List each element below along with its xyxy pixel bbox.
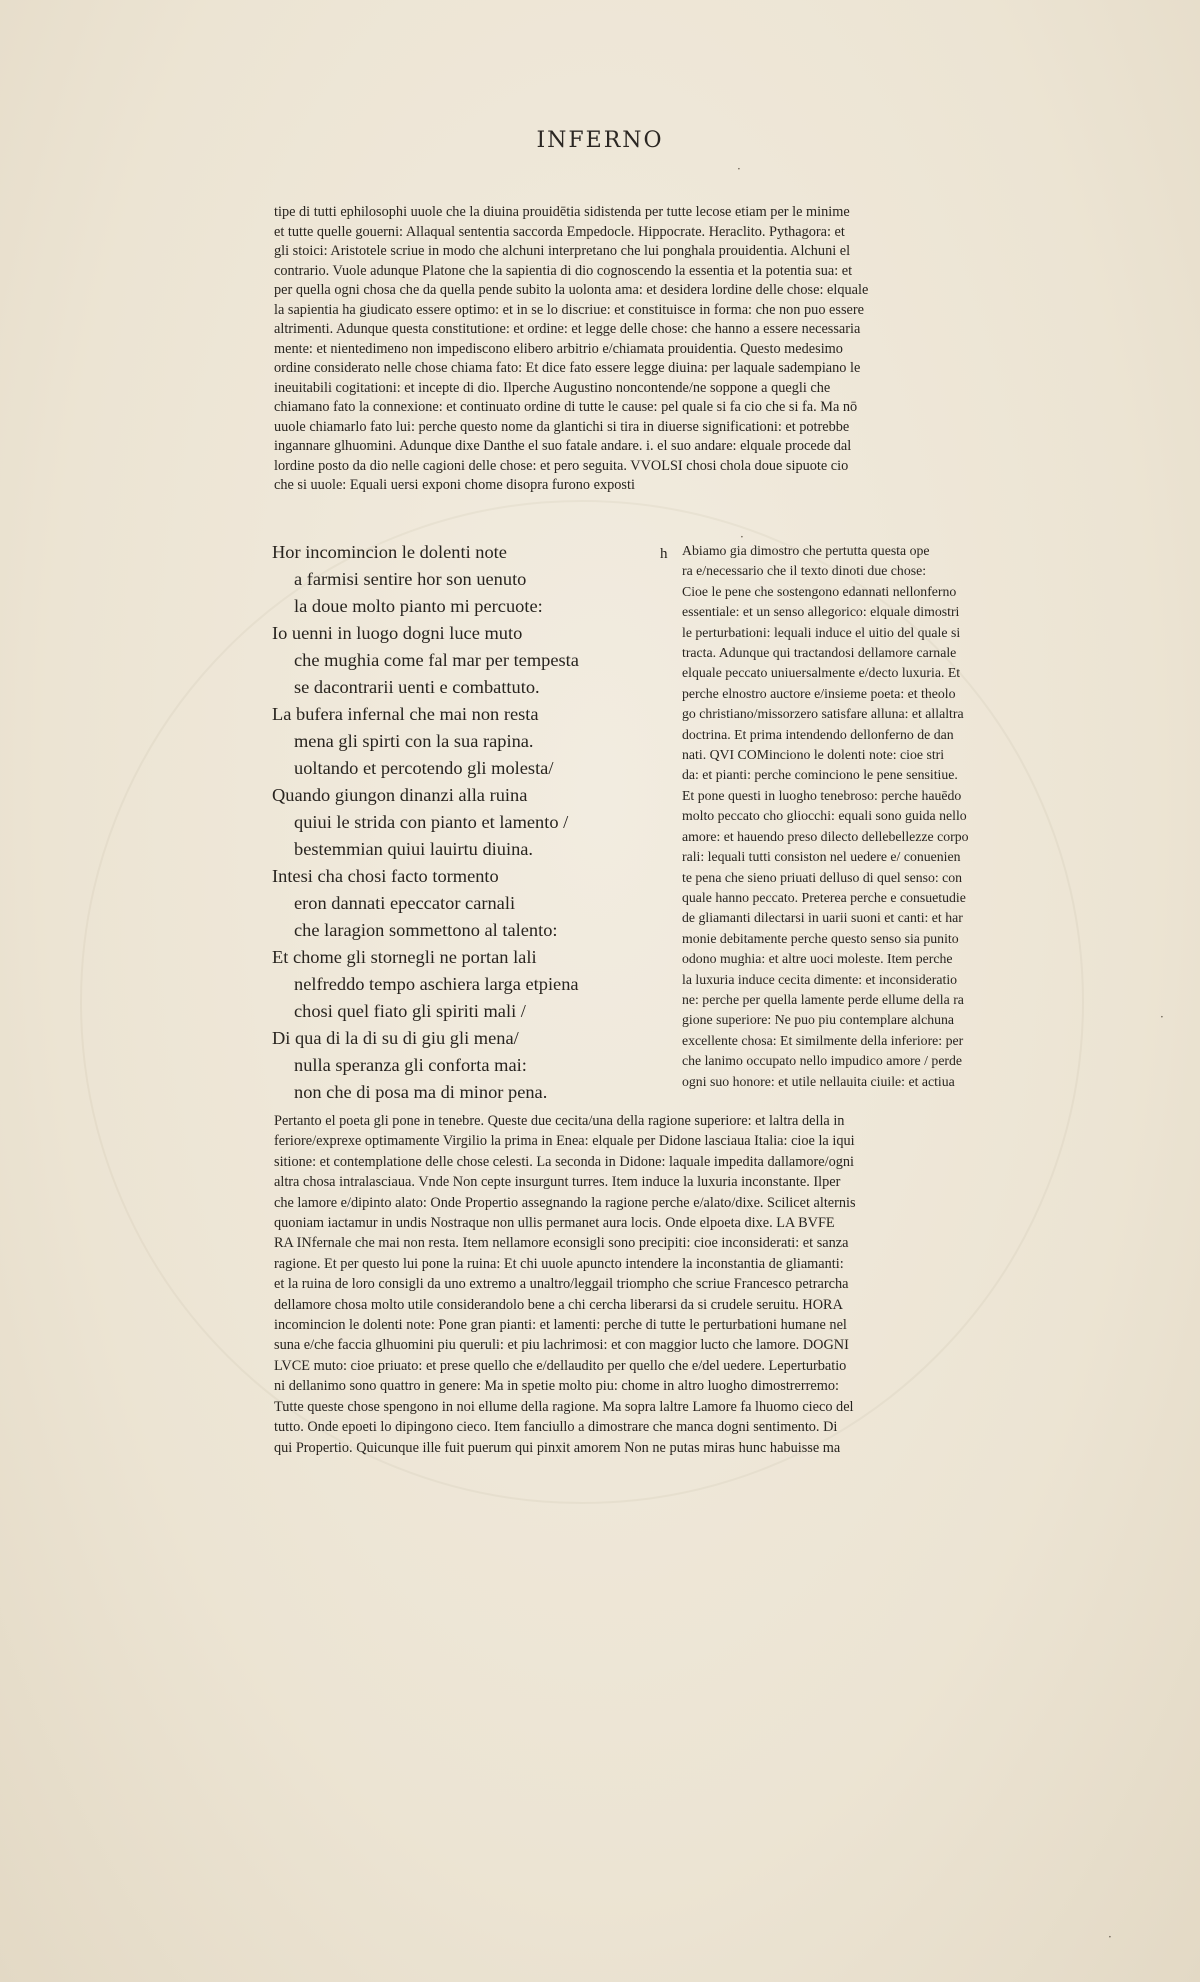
commentary-marker: h: [660, 546, 668, 562]
verse-line: che mughia come fal mar per tempesta: [294, 650, 579, 670]
commentary-line: amore: et hauendo preso dilecto dellebellezze corpo: [682, 828, 969, 844]
bottom-line: sitione: et contemplatione delle chose celesti. La seconda in Didone: laquale impedita dallamore/ogni: [274, 1153, 855, 1170]
verse-line: non che di posa ma di minor pena.: [294, 1082, 548, 1102]
verse-line: Et chome gli stornegli ne portan lali: [272, 947, 537, 967]
intro-line: altrimenti. Adunque questa constitutione: et ordine: et legge delle chose: che hanno a essere necessaria: [274, 321, 861, 337]
commentary-line: rali: lequali tutti consiston nel uedere e/ conuenien: [682, 849, 961, 865]
intro-line: che si uuole: Equali uersi exponi chome disopra furono exposti: [274, 477, 635, 493]
intro-line: contrario. Vuole adunque Platone che la sapientia di dio cognoscendo la essentia et la potentia sua: et: [274, 262, 853, 279]
commentary-line: Cioe le pene che sostengono edannati nellonferno: [682, 583, 957, 599]
bottom-line: ragione. Et per questo lui pone la ruina: Et chi uuole apuncto intendere la inconstantia de gliamanti:: [274, 1255, 844, 1272]
bottom-line: altra chosa intralasciaua. Vnde Non cepte insurgunt turres. Item induce la luxuria inconstante. Ilper: [274, 1174, 841, 1191]
commentary-line: go christiano/missorzero satisfare alluna: et allaltra: [682, 706, 964, 722]
verse-line: Intesi cha chosi facto tormento: [272, 866, 499, 886]
bottom-line: tutto. Onde epoeti lo dipingono cieco. Item fanciullo a dimostrare che manca dogni sentimento. Di: [274, 1419, 838, 1436]
ink-mark: ·: [737, 162, 741, 176]
verse-line: che laragion sommettono al talento:: [294, 920, 558, 940]
verse-line: nulla speranza gli conforta mai:: [294, 1055, 527, 1075]
page-title: INFERNO: [536, 128, 664, 153]
intro-line: uuole chiamarlo fato lui: perche questo nome da glantichi si tira in diuerse significationi: et potrebbe: [274, 418, 850, 435]
commentary-column: [682, 541, 1042, 1092]
verse-line: chosi quel fiato gli spiriti mali /: [294, 1001, 526, 1021]
ink-mark: ·: [1108, 1930, 1112, 1944]
commentary-line: quale hanno peccato. Preterea perche e consuetudie: [682, 889, 966, 905]
bottom-line: LVCE muto: cioe priuato: et prese quello che e/dellaudito per quello che e/del uedere. Leperturbatio: [274, 1357, 847, 1374]
bottom-line: quoniam iactamur in undis Nostraque non ullis permanet aura locis. Onde elpoeta dixe. LA BVFE: [274, 1215, 835, 1232]
commentary-line: essentiale: et un senso allegorico: elquale dimostri: [682, 604, 960, 620]
bottom-line: che lamore e/dipinto alato: Onde Propertio assegnando la ragione perche e/alato/dixe. Scilicet alternis: [274, 1194, 856, 1211]
commentary-line: molto peccato cho gliocchi: equali sono guida nello: [682, 808, 967, 824]
commentary-line: monie debitamente perche questo senso sia punito: [682, 930, 959, 946]
bottom-line: suna e/che faccia glhuomini piu queruli: et piu lachrimosi: et con maggior lucto che lamore. DOGNI: [274, 1337, 849, 1354]
commentary-line: ne: perche per quella lamente perde ellume della ra: [682, 991, 964, 1007]
commentary-line: doctrina. Et prima intendendo dellonferno de dan: [682, 726, 954, 742]
verse-line: quiui le strida con pianto et lamento /: [294, 812, 569, 832]
bottom-line: feriore/exprexe optimamente Virgilio la prima in Enea: elquale per Didone lasciaua Italia: cioe la iqui: [274, 1133, 855, 1150]
commentary-line: Abiamo gia dimostro che pertutta questa ope: [682, 543, 930, 558]
bottom-line: qui Propertio. Quicunque ille fuit puerum qui pinxit amorem Non ne putas miras hunc habuisse ma: [274, 1439, 841, 1456]
commentary-line: odono mughia: et altre uoci moleste. Item perche: [682, 951, 953, 967]
intro-line: et tutte quelle gouerni: Allaqual sententia saccorda Empedocle. Hippocrate. Heraclito. Pythagora: et: [274, 223, 845, 240]
verse-line: La bufera infernal che mai non resta: [272, 704, 539, 724]
commentary-line: tracta. Adunque qui tractandosi dellamore carnale: [682, 645, 957, 661]
verse-line: nelfreddo tempo aschiera larga etpiena: [294, 974, 579, 994]
bottom-line: RA INfernale che mai non resta. Item nellamore econsigli sono precipiti: cioe inconsiderati: et sanza: [274, 1235, 849, 1252]
commentary-line: gione superiore: Ne puo piu contemplare alchuna: [682, 1012, 955, 1028]
verse-line: uoltando et percotendo gli molesta/: [294, 758, 554, 778]
intro-line: chiamano fato la connexione: et continuato ordine di tutte le cause: pel quale si fa cio che si fa. Ma nō: [274, 399, 858, 415]
intro-line: mente: et nientedimeno non impediscono elibero arbitrio e/chiamata prouidentia. Questo medesimo: [274, 340, 843, 357]
bottom-line: Pertanto el poeta gli pone in tenebre. Queste due cecita/una della ragione superiore: et laltra della in: [274, 1113, 845, 1129]
intro-line: gli stoici: Aristotele scriue in modo che alchuni interpretano che lui ponghala prouidentia. Alchuni el: [274, 243, 851, 259]
commentary-line: che lanimo occupato nello impudico amore / perde: [682, 1053, 963, 1069]
ink-mark: ·: [1160, 1010, 1164, 1024]
verse-line: la doue molto pianto mi percuote:: [294, 596, 543, 616]
commentary-line: le perturbationi: lequali induce el uitio del quale si: [682, 624, 961, 640]
bottom-line: incomincion le dolenti note: Pone gran pianti: et lamenti: perche di tutte le perturbationi humane nel: [274, 1317, 847, 1334]
bottom-line: et la ruina de loro consigli da uno extremo a unaltro/leggail triompho che scriue Francesco petrarcha: [274, 1276, 849, 1293]
intro-line: per quella ogni chosa che da quella pende subito la uolonta ama: et desidera lordine delle chose: elquale: [274, 282, 869, 298]
intro-line: ineuitabili cogitationi: et incepte di dio. Ilperche Augustino noncontende/ne soppone a quegli che: [274, 379, 831, 396]
verse-line: mena gli spirti con la sua rapina.: [294, 731, 534, 751]
commentary-line: da: et pianti: perche cominciono le pene sensitiue.: [682, 767, 958, 783]
intro-line: ingannare glhuomini. Adunque dixe Danthe el suo fatale andare. i. el suo andare: elquale procede dal: [274, 438, 852, 454]
intro-line: la sapientia ha giudicato essere optimo: et in se lo discriue: et constituisce in forma: che non puo essere: [274, 301, 864, 318]
verse-line: eron dannati epeccator carnali: [294, 893, 516, 913]
verse-line: Di qua di la di su di giu gli mena/: [272, 1028, 519, 1048]
commentary-line: Et pone questi in luogho tenebroso: perche hauēdo: [682, 787, 962, 803]
bottom-line: ni dellanimo sono quattro in genere: Ma in spetie molto piu: chome in altro luogho dimostrerremo:: [274, 1378, 840, 1395]
commentary-line: excellente chosa: Et similmente della inferiore: per: [682, 1032, 964, 1048]
bottom-line: dellamore chosa molto utile considerandolo bene a chi cercha liberarsi da si crudele seruitu. HORA: [274, 1296, 843, 1313]
intro-commentary: [274, 203, 1038, 496]
ink-mark: ·: [740, 530, 744, 544]
commentary-line: ra e/necessario che il texto dinoti due chose:: [682, 563, 927, 579]
verse-line: a farmisi sentire hor son uenuto: [294, 569, 527, 589]
commentary-line: la luxuria induce cecita dimente: et inconsideratio: [682, 971, 958, 987]
verse-line: se dacontrarii uenti e combattuto.: [294, 677, 540, 697]
intro-line: ordine considerato nelle chose chiama fato: Et dice fato essere legge diuina: per laquale sadempiano le: [274, 360, 861, 376]
verse-line: Hor incomincion le dolenti note: [272, 542, 507, 562]
commentary-line: ogni suo honore: et utile nellauita ciuile: et actiua: [682, 1073, 955, 1089]
commentary-line: elquale peccato uniuersalmente e/decto luxuria. Et: [682, 665, 961, 681]
bottom-commentary: [274, 1111, 1038, 1458]
bottom-line: Tutte queste chose spengono in noi ellume della ragione. Ma sopra laltre Lamore fa lhuomo cieco del: [274, 1398, 854, 1415]
commentary-line: te pena che sieno priuati dellusο di quel senso: con: [682, 869, 963, 885]
commentary-line: perche elnostro auctore e/insieme poeta: et theolo: [682, 685, 956, 701]
verse-line: bestemmian quiui lauirtu diuina.: [294, 839, 534, 859]
verse-column: [272, 539, 632, 1106]
intro-line: tipe di tutti ephilosophi uuole che la diuina prouidētia sidistenda per tutte lecose etiam per le minime: [274, 204, 850, 220]
commentary-line: nati. QVI COMinciono le dolenti note: cioe stri: [682, 747, 945, 763]
commentary-line: de gliamanti dilectarsi in uarii suoni et canti: et har: [682, 910, 963, 926]
verse-line: Io uenni in luogo dogni luce muto: [272, 623, 523, 643]
intro-line: lordine posto da dio nelle cagioni delle chose: et pero seguita. VVOLSI chosi chola doue sipuote cio: [274, 457, 849, 474]
verse-line: Quando giungon dinanzi alla ruina: [272, 785, 528, 805]
